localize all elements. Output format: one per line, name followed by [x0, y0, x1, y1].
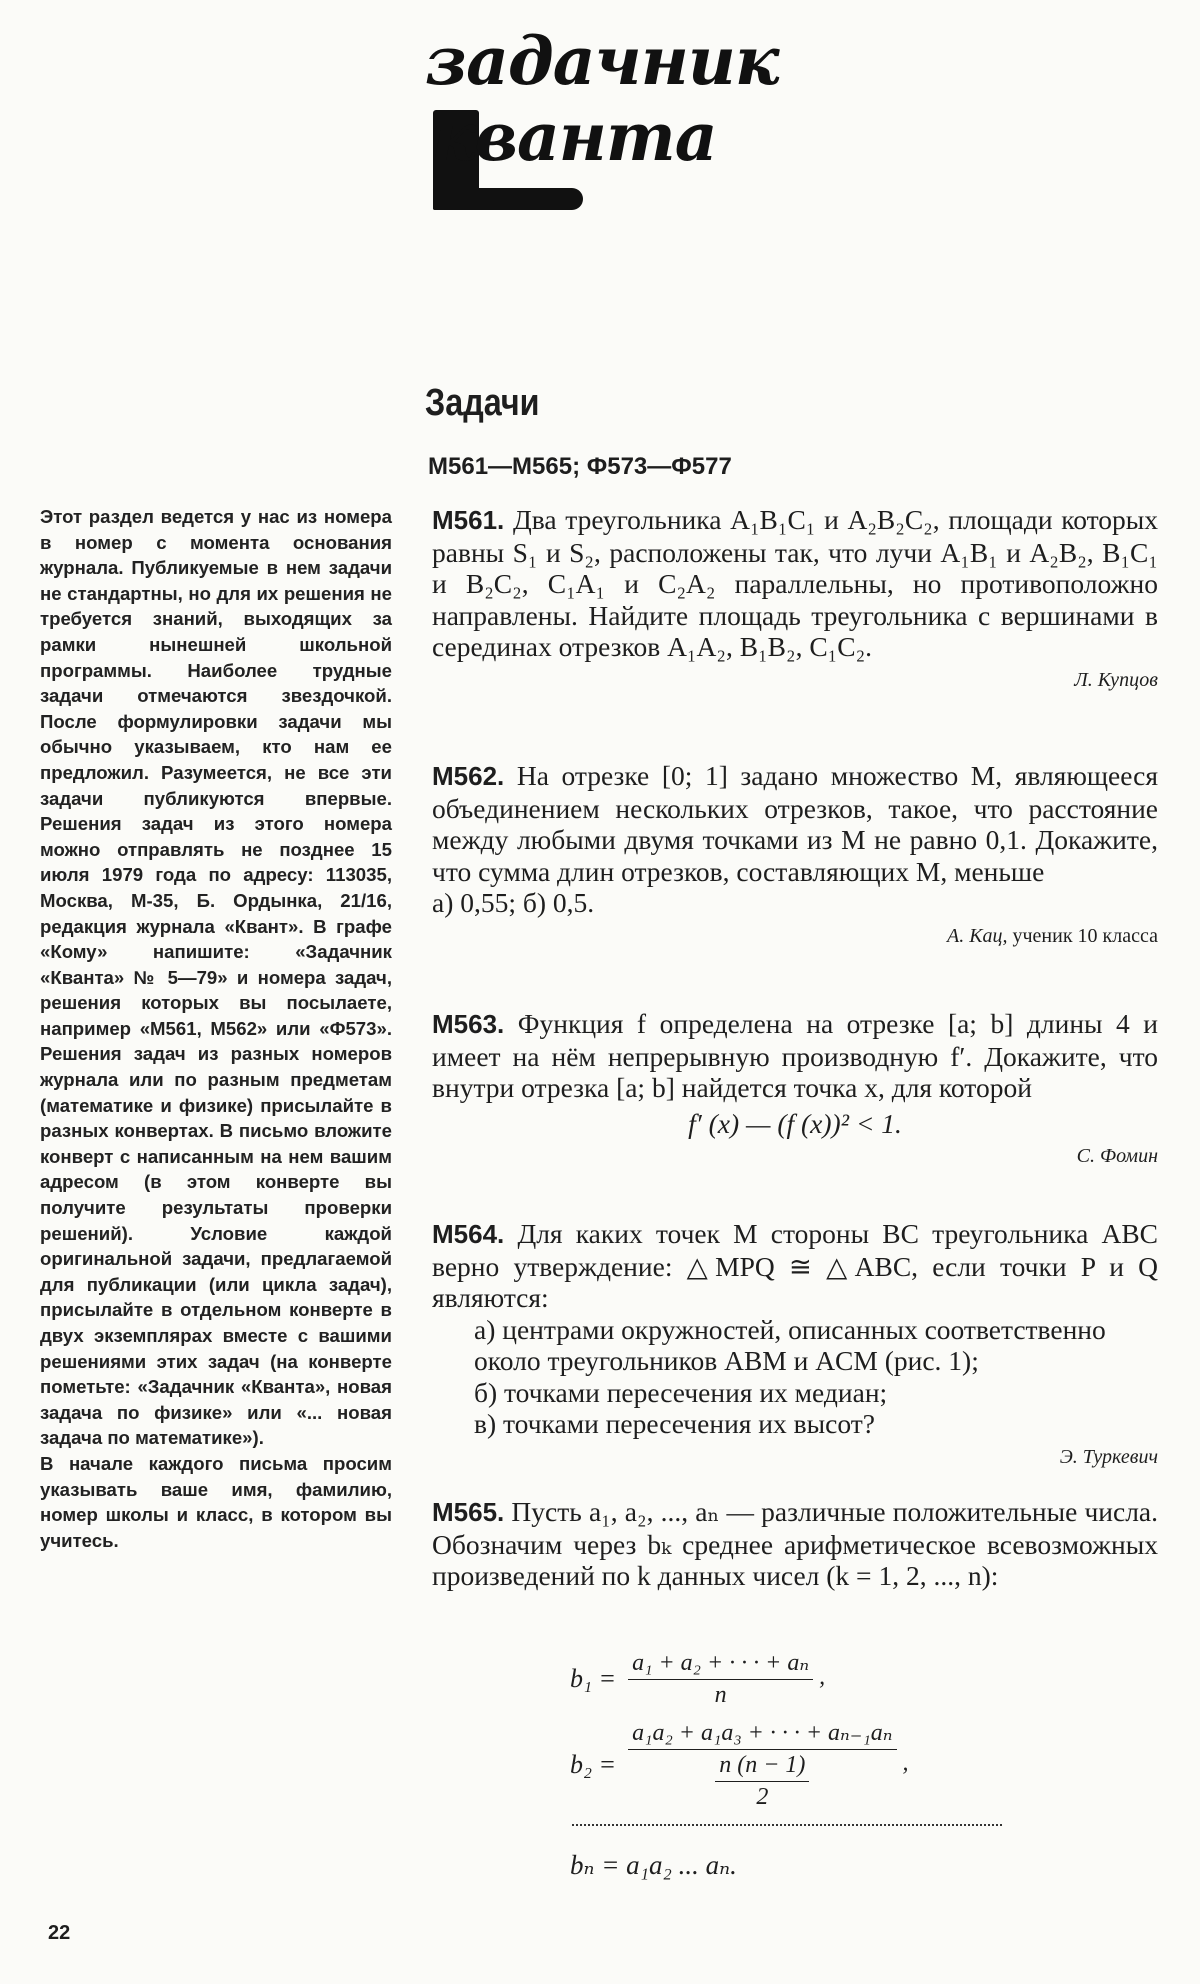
author-name: А. Кац, [946, 924, 1008, 947]
problem-number: М562. [432, 761, 505, 791]
formula-b1 [570, 1648, 825, 1709]
problem-text: Два треугольника A₁B₁C₁ и A₂B₂C₂, площади которых равны S₁ и S₂, расположены так, что лучи A₁B₁ и A₂B₂, B₁C₁ и B₂C₂, C₁A₁ и C₂A₂ параллельны, но противоположно направлены. Найдите площадь треугольника с вершинами в серединах отрезков A₁A₂, B₁B₂, C₁C₂. [432, 504, 1159, 662]
fraction-denominator [628, 1750, 896, 1811]
kvant-logo [425, 22, 805, 218]
author-note: ученик 10 класса [1012, 924, 1158, 947]
problem-formula: f′ (x) — (f (x))² < 1. [688, 1107, 902, 1139]
fraction-numerator: a₁ + a₂ + · · · + aₙ [628, 1648, 813, 1680]
problem-author: С. Фомин [1076, 1145, 1158, 1167]
problem-number: М564. [432, 1219, 505, 1249]
sidebar-paragraph-1: Этот раздел ведется у нас из номера в номер с момента основания журнала. Публикуемые в нем задачи не стандартны, но для их решения не требуется знаний, выходящих за рамки нынешней школьной программы. Наиболее трудные задачи отмечаются звездочкой. После формулировки задачи мы обычно указываем, кто нам ее предложил. Разумеется, не все эти задачи публикуются впервые. Решения задач из этого номера можно отправлять не позднее 15 июля 1979 года по адресу: 113035, Москва, М-35, Б. Ордынка, 21/16, редакция журнала «Квант». В графе «Кому» напишите: «Задачник «Кванта» № 5—79» и номера задач, решения которых вы посылаете, например «М561, М562» или «Ф573». Решения задач из разных номеров журнала или по разным предметам (математике и физике) присылайте в разных конвертах. В письмо вложите конверт с написанным на нем вашим адресом (в этом конверте вы получите результаты проверки решений). Условие каждой оригинальной задачи, предлагаемой для публикации (или цикла задач), присылайте в отдельном конверте в двух экземплярах вместе с вашими решениями этих задач (на конверте пометьте: «Задачник «Кванта», новая задача по физике» или «... новая задача по математике»). [40, 506, 392, 1449]
problem-text: Пусть a₁, a₂, ..., aₙ — различные положительные числа. Обозначим через bₖ среднее арифметическое всевозможных произведений по k данных чисел (k = 1, 2, ..., n): [432, 1496, 1159, 1591]
formula-bn: bₙ = a₁a₂ ... aₙ. [570, 1850, 737, 1880]
inner-fraction [715, 1752, 809, 1811]
problem-author: Л. Купцов [1074, 668, 1158, 691]
formula-lhs: b₂ = [570, 1749, 617, 1779]
sidebar-paragraph-2: В начале каждого письма просим указывать ваше имя, фамилию, номер школы и класс, в котором вы учитесь. [40, 1452, 392, 1551]
fraction-denominator: n [714, 1682, 727, 1708]
problem-m563 [432, 1008, 1158, 1169]
logo-line-2: кванта [431, 98, 717, 176]
problem-author [432, 923, 1158, 949]
fraction [628, 1718, 896, 1811]
problem-item-c: в) точками пересечения их высот? [474, 1408, 875, 1439]
problem-m565 [432, 1496, 1158, 1592]
dotted-separator [572, 1824, 1002, 1826]
comma: , [902, 1750, 909, 1777]
problem-text: На отрезке [0; 1] задано множество M, являющееся объединением нескольких отрезков, такое, что расстояние между любыми двумя точками из M не равно 0,1. Докажите, что сумма длин отрезков, составляющих M, меньше [432, 760, 1159, 887]
formula-lhs: b₁ = [570, 1663, 617, 1693]
problem-item-b: б) точками пересечения их медиан; [474, 1376, 888, 1408]
problem-author: Э. Туркевич [1059, 1445, 1158, 1468]
comma: , [819, 1664, 826, 1691]
problem-range: М561—М565; Ф573—Ф577 [428, 453, 732, 480]
problem-m562 [432, 760, 1158, 949]
fraction [628, 1648, 813, 1709]
section-title: Задачи [425, 382, 540, 424]
inner-numerator: n (n − 1) [715, 1752, 809, 1782]
problem-number: М563. [432, 1009, 505, 1039]
inner-denominator: 2 [756, 1784, 769, 1810]
problem-number: М561. [432, 505, 505, 535]
formula-b2 [570, 1718, 909, 1811]
problem-text: Функция f определена на отрезке [a; b] длины 4 и имеет на нём непрерывную производную f′. Докажите, что внутри отрезка [a; b] найдется точка x, для которой [432, 1008, 1158, 1103]
problem-m561 [432, 504, 1158, 693]
page-number: 22 [48, 1922, 71, 1944]
problem-text-options: а) 0,55; б) 0,5. [432, 887, 595, 918]
logo-line-1: задачник [425, 22, 779, 100]
problem-text: Для каких точек M стороны BC треугольника ABC верно утверждение: △MPQ ≅ △ABC, если точки P и Q являются: [432, 1218, 1159, 1313]
fraction-numerator: a₁a₂ + a₁a₃ + · · · + aₙ₋₁aₙ [628, 1718, 896, 1750]
problem-item-a: а) центрами окружностей, описанных соответственно около треугольников ABM и ACM (рис. 1); [474, 1313, 1106, 1376]
problem-m564 [432, 1218, 1158, 1470]
problem-number: М565. [432, 1497, 505, 1527]
sidebar-info [40, 504, 392, 1553]
